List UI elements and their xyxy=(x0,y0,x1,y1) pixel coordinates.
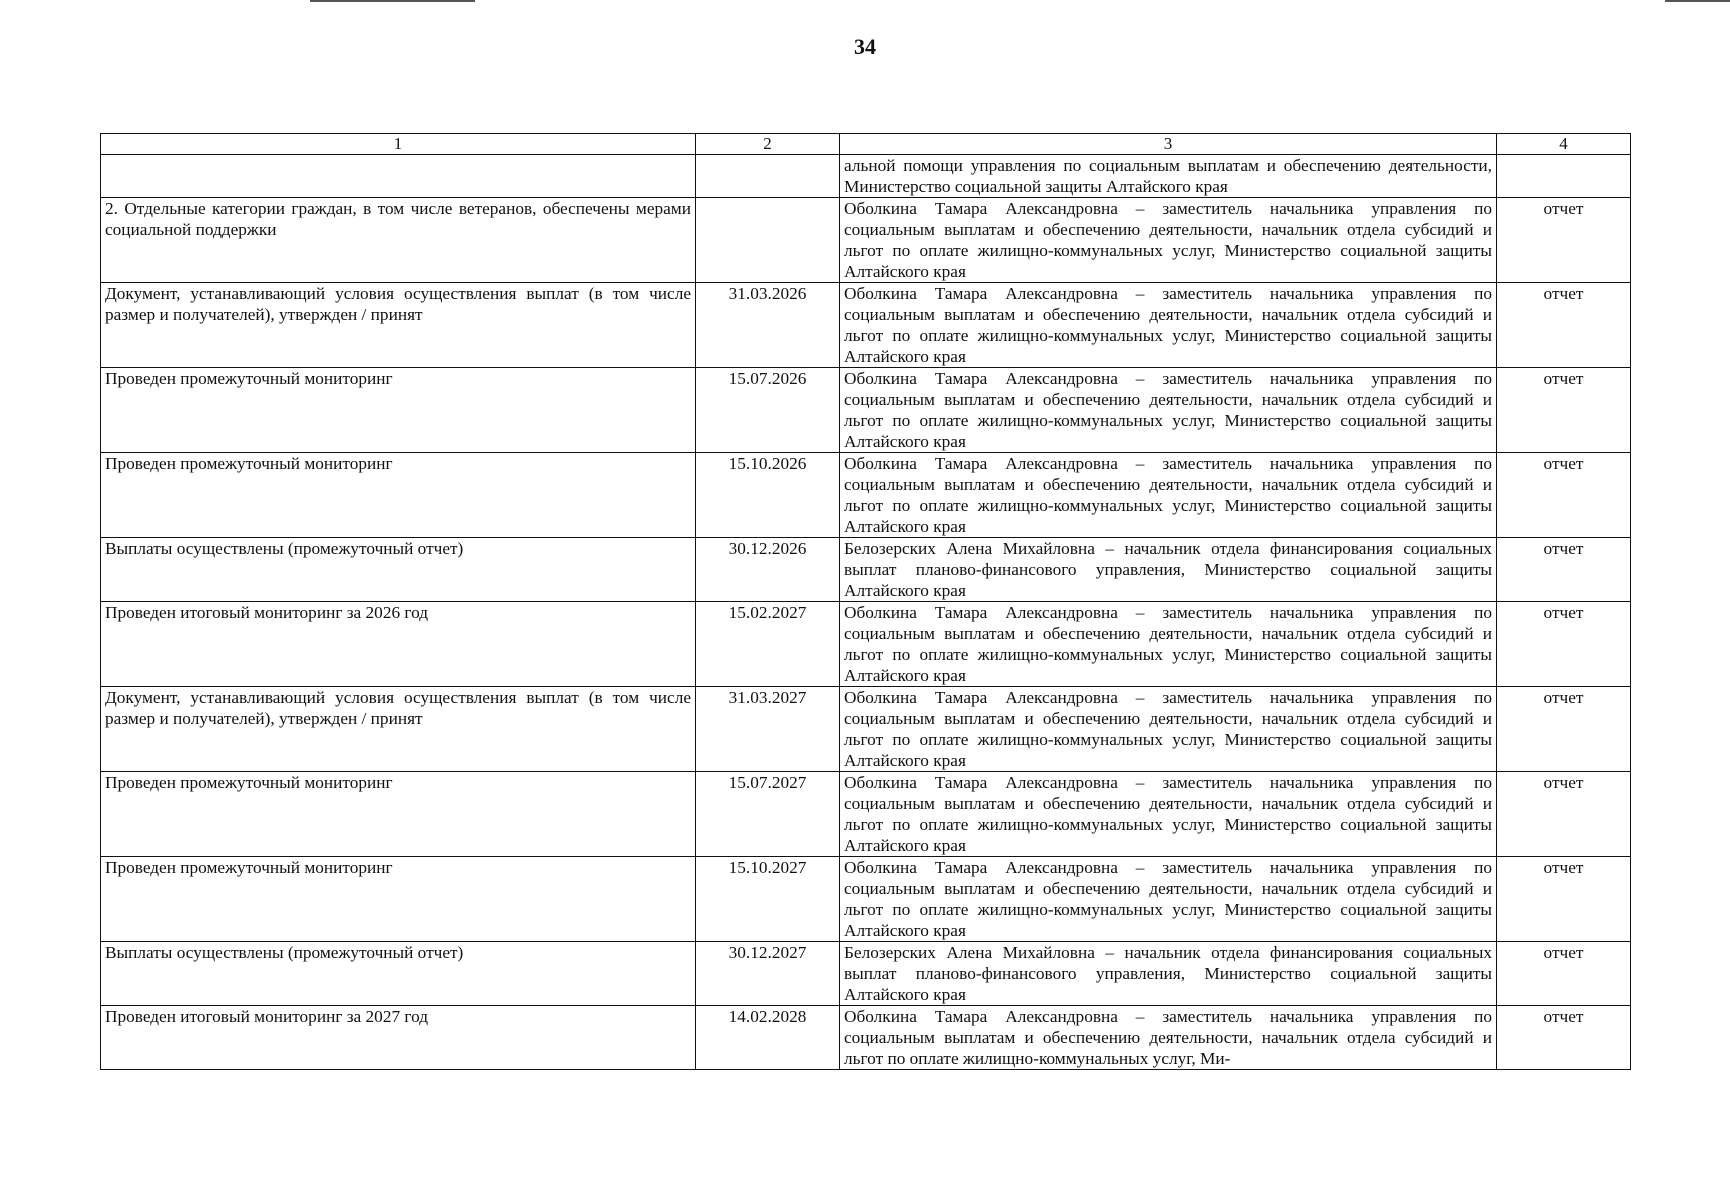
control-cell: отчет xyxy=(1497,453,1631,538)
event-cell: 2. Отдельные категории граждан, в том числе ветеранов, обеспечены мерами социальной поддержки xyxy=(101,198,696,283)
responsible-cell: Оболкина Тамара Александровна – заместитель начальника управления по социальным выплатам и обеспечению деятельности, начальник отдела субсидий и льгот по оплате жилищно-коммунальных услуг, Министерство социальной защиты Алтайского края xyxy=(840,602,1497,687)
top-rule-right xyxy=(1665,0,1730,2)
responsible-cell: Оболкина Тамара Александровна – заместитель начальника управления по социальным выплатам и обеспечению деятельности, начальник отдела субсидий и льгот по оплате жилищно-коммунальных услуг, Министерство социальной защиты Алтайского края xyxy=(840,283,1497,368)
table-row xyxy=(101,538,1631,602)
date-cell xyxy=(696,198,840,283)
date-cell: 30.12.2027 xyxy=(696,942,840,1006)
event-cell: Проведен итоговый мониторинг за 2026 год xyxy=(101,602,696,687)
table-header xyxy=(101,134,1631,155)
control-cell: отчет xyxy=(1497,942,1631,1006)
table-row xyxy=(101,283,1631,368)
responsible-cell: Оболкина Тамара Александровна – заместитель начальника управления по социальным выплатам и обеспечению деятельности, начальник отдела субсидий и льгот по оплате жилищно-коммунальных услуг, Министерство социальной защиты Алтайского края xyxy=(840,453,1497,538)
header-cell-2: 2 xyxy=(696,134,840,155)
page-number: 34 xyxy=(854,34,876,59)
top-rule-left xyxy=(310,0,475,2)
control-cell: отчет xyxy=(1497,368,1631,453)
event-cell: Проведен промежуточный мониторинг xyxy=(101,772,696,857)
responsible-cell: альной помощи управления по социальным выплатам и обеспечению деятельности, Министерство социальной защиты Алтайского края xyxy=(840,155,1497,198)
table-row xyxy=(101,687,1631,772)
date-cell: 15.02.2027 xyxy=(696,602,840,687)
date-cell: 31.03.2026 xyxy=(696,283,840,368)
control-cell xyxy=(1497,155,1631,198)
table-row xyxy=(101,155,1631,198)
table-row xyxy=(101,1006,1631,1070)
responsible-cell: Оболкина Тамара Александровна – заместитель начальника управления по социальным выплатам и обеспечению деятельности, начальник отдела субсидий и льгот по оплате жилищно-коммунальных услуг, Министерство социальной защиты Алтайского края xyxy=(840,772,1497,857)
date-cell: 31.03.2027 xyxy=(696,687,840,772)
table-row xyxy=(101,772,1631,857)
event-cell xyxy=(101,155,696,198)
control-cell: отчет xyxy=(1497,772,1631,857)
date-cell: 15.10.2027 xyxy=(696,857,840,942)
date-cell: 14.02.2028 xyxy=(696,1006,840,1070)
table-row xyxy=(101,857,1631,942)
event-cell: Документ, устанавливающий условия осуществления выплат (в том числе размер и получателей), утвержден / принят xyxy=(101,283,696,368)
table-row xyxy=(101,198,1631,283)
date-cell: 15.10.2026 xyxy=(696,453,840,538)
responsible-cell: Оболкина Тамара Александровна – заместитель начальника управления по социальным выплатам и обеспечению деятельности, начальник отдела субсидий и льгот по оплате жилищно-коммунальных услуг, Министерство социальной защиты Алтайского края xyxy=(840,857,1497,942)
table-row xyxy=(101,368,1631,453)
responsible-cell: Оболкина Тамара Александровна – заместитель начальника управления по социальным выплатам и обеспечению деятельности, начальник отдела субсидий и льгот по оплате жилищно-коммунальных услуг, Министерство социальной защиты Алтайского края xyxy=(840,368,1497,453)
schedule-table xyxy=(100,133,1631,1070)
control-cell: отчет xyxy=(1497,538,1631,602)
table-row xyxy=(101,602,1631,687)
control-cell: отчет xyxy=(1497,283,1631,368)
header-cell-3: 3 xyxy=(840,134,1497,155)
event-cell: Выплаты осуществлены (промежуточный отчет) xyxy=(101,538,696,602)
control-cell: отчет xyxy=(1497,198,1631,283)
date-cell xyxy=(696,155,840,198)
responsible-cell: Белозерских Алена Михайловна – начальник отдела финансирования социальных выплат планово-финансового управления, Министерство социальной защиты Алтайского края xyxy=(840,538,1497,602)
header-cell-1: 1 xyxy=(101,134,696,155)
responsible-cell: Оболкина Тамара Александровна – заместитель начальника управления по социальным выплатам и обеспечению деятельности, начальник отдела субсидий и льгот по оплате жилищно-коммунальных услуг, Министерство социальной защиты Алтайского края xyxy=(840,198,1497,283)
responsible-cell: Белозерских Алена Михайловна – начальник отдела финансирования социальных выплат планово-финансового управления, Министерство социальной защиты Алтайского края xyxy=(840,942,1497,1006)
header-cell-4: 4 xyxy=(1497,134,1631,155)
event-cell: Документ, устанавливающий условия осуществления выплат (в том числе размер и получателей), утвержден / принят xyxy=(101,687,696,772)
header-row xyxy=(101,134,1631,155)
event-cell: Проведен итоговый мониторинг за 2027 год xyxy=(101,1006,696,1070)
control-cell: отчет xyxy=(1497,602,1631,687)
control-cell: отчет xyxy=(1497,857,1631,942)
event-cell: Проведен промежуточный мониторинг xyxy=(101,857,696,942)
responsible-cell: Оболкина Тамара Александровна – заместитель начальника управления по социальным выплатам и обеспечению деятельности, начальник отдела субсидий и льгот по оплате жилищно-коммунальных услуг, Ми- xyxy=(840,1006,1497,1070)
responsible-cell: Оболкина Тамара Александровна – заместитель начальника управления по социальным выплатам и обеспечению деятельности, начальник отдела субсидий и льгот по оплате жилищно-коммунальных услуг, Министерство социальной защиты Алтайского края xyxy=(840,687,1497,772)
date-cell: 15.07.2026 xyxy=(696,368,840,453)
date-cell: 30.12.2026 xyxy=(696,538,840,602)
table-body xyxy=(101,155,1631,1070)
date-cell: 15.07.2027 xyxy=(696,772,840,857)
event-cell: Проведен промежуточный мониторинг xyxy=(101,453,696,538)
control-cell: отчет xyxy=(1497,1006,1631,1070)
table-row xyxy=(101,453,1631,538)
event-cell: Выплаты осуществлены (промежуточный отчет) xyxy=(101,942,696,1006)
control-cell: отчет xyxy=(1497,687,1631,772)
table-row xyxy=(101,942,1631,1006)
event-cell: Проведен промежуточный мониторинг xyxy=(101,368,696,453)
